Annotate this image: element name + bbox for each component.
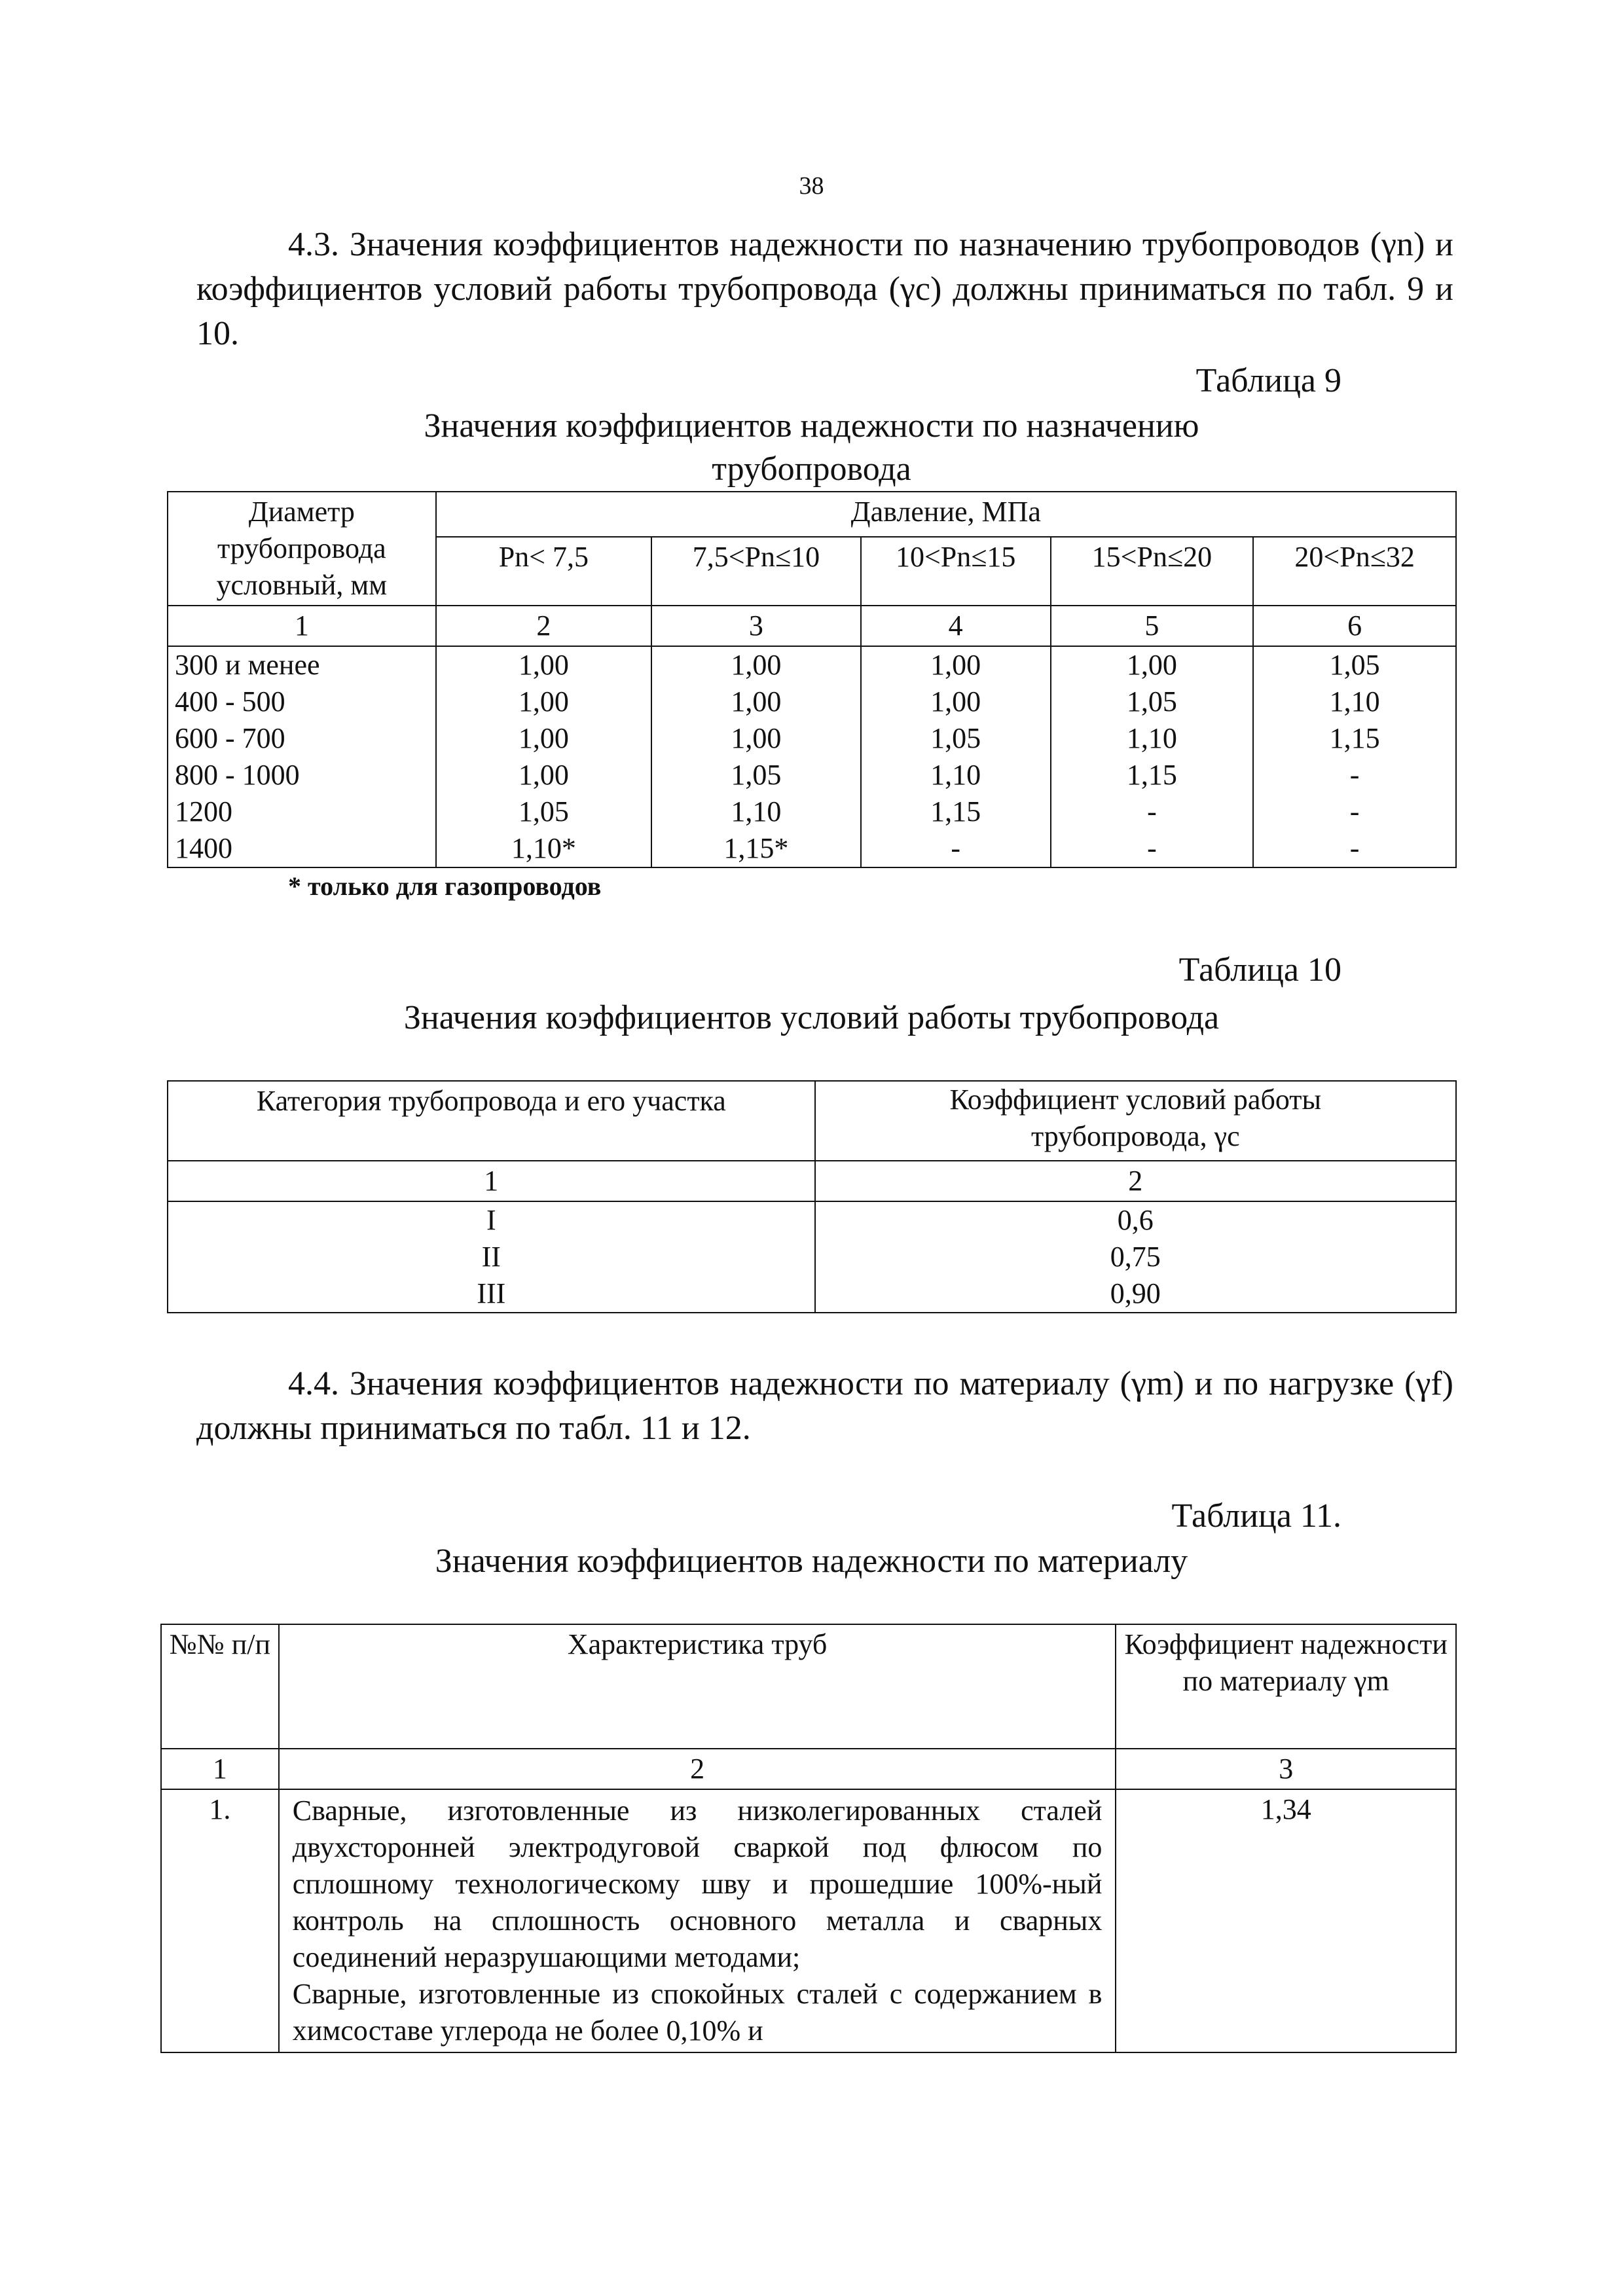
- table-row: [168, 1275, 1456, 1313]
- table9-col-number: 2: [436, 606, 651, 646]
- table-row: [168, 646, 1456, 683]
- table10-cell: I: [168, 1201, 815, 1239]
- table9-cell: 1,05: [1051, 683, 1254, 720]
- table9-cell: 400 - 500: [168, 683, 436, 720]
- table9-head-diameter: Диаметр трубопровода условный, мм: [168, 492, 436, 606]
- table11-row-text: [279, 1789, 1116, 2052]
- table10-caption: Значения коэффициентов условий работы трубопровода: [403, 999, 1220, 1036]
- table9-head-pressure: Давление, МПа: [436, 492, 1456, 537]
- table9-cell: 1,15: [861, 793, 1051, 830]
- table9-cell: 1,05: [651, 757, 861, 793]
- table11-col-number: 3: [1116, 1749, 1456, 1789]
- table9-pressure-col: 10<Pn≤15: [861, 537, 1051, 606]
- table9-cell: 1,10*: [436, 830, 651, 867]
- table9-cell: 1,00: [651, 720, 861, 757]
- table10-cell: II: [168, 1239, 815, 1275]
- table-row: [168, 1201, 1456, 1239]
- table11-row-num: 1.: [161, 1789, 279, 2052]
- table9-cell: 1,15: [1051, 757, 1254, 793]
- table10-col-number: 2: [815, 1161, 1456, 1201]
- table9-cell: 1,00: [436, 720, 651, 757]
- table9-col-number: 4: [861, 606, 1051, 646]
- table11-label: Таблица 11.: [1171, 1497, 1341, 1535]
- table9-cell: -: [861, 830, 1051, 867]
- table-row: [168, 1239, 1456, 1275]
- table11-row-text-b: Сварные, изготовленные из спокойных сталей с содержанием в химсоставе углерода не более 0,10% и: [292, 1978, 1103, 2047]
- table9-cell: 1,05: [1253, 646, 1456, 683]
- table9-cell: 1,05: [436, 793, 651, 830]
- table10-label: Таблица 10: [1178, 951, 1341, 989]
- table9-cell: 1,10: [651, 793, 861, 830]
- table-row: [168, 683, 1456, 720]
- table11-col-number: 2: [279, 1749, 1116, 1789]
- table-row: [168, 830, 1456, 867]
- table9-cell: 1,15*: [651, 830, 861, 867]
- page-number: 38: [799, 172, 824, 200]
- table10-head-category: Категория трубопровода и его участка: [168, 1081, 815, 1161]
- table9-cell: 1,00: [861, 646, 1051, 683]
- table9-cell: 1,00: [436, 683, 651, 720]
- table11-row-text-a: Сварные, изготовленные из низколегированных сталей двухсторонней электродуговой сваркой под флюсом по сплошному технологическому шву и прошедшие 100%-ный контроль на сплошность основного металла и сварных соединений неразрушающими методами;: [292, 1795, 1103, 1973]
- table9-cell: -: [1253, 793, 1456, 830]
- table-row: [168, 793, 1456, 830]
- table9-cell: 1,00: [651, 683, 861, 720]
- table10: [167, 1080, 1457, 1313]
- table9-cell: 1,10: [861, 757, 1051, 793]
- table9-caption: Значения коэффициентов надежности по назначению трубопровода: [424, 407, 1199, 488]
- table9-cell: 600 - 700: [168, 720, 436, 757]
- table9-pressure-col: 7,5<Pn≤10: [651, 537, 861, 606]
- table9-cell: 1400: [168, 830, 436, 867]
- table11: [160, 1624, 1457, 2053]
- table9-cell: 1,00: [436, 757, 651, 793]
- section-4-3-paragraph: 4.3. Значения коэффициентов надежности по назначению трубопроводов (γn) и коэффициентов условий работы трубопровода (γc) должны приниматься по табл. 9 и 10.: [196, 226, 1453, 352]
- table9-cell: -: [1253, 830, 1456, 867]
- table10-cell: 0,90: [815, 1275, 1456, 1313]
- table11-head-char: Характеристика труб: [279, 1624, 1116, 1749]
- table-row: [168, 720, 1456, 757]
- table9-cell: 1,00: [861, 683, 1051, 720]
- table11-caption: Значения коэффициентов надежности по материалу: [435, 1542, 1188, 1580]
- table10-col-number: 1: [168, 1161, 815, 1201]
- table11-head-num: №№ п/п: [161, 1624, 279, 1749]
- table10-cell: 0,6: [815, 1201, 1456, 1239]
- table9: [167, 491, 1457, 868]
- table10-head-coef: Коэффициент условий работы трубопровода, γc: [815, 1081, 1456, 1161]
- table-row: [168, 757, 1456, 793]
- table9-cell: 1200: [168, 793, 436, 830]
- table9-pressure-col: 15<Pn≤20: [1051, 537, 1254, 606]
- table9-cell: 1,10: [1051, 720, 1254, 757]
- table-row: [161, 1789, 1456, 2052]
- table9-cell: 1,00: [1051, 646, 1254, 683]
- table9-cell: 300 и менее: [168, 646, 436, 683]
- table9-cell: -: [1253, 757, 1456, 793]
- table10-cell: III: [168, 1275, 815, 1313]
- table9-cell: 800 - 1000: [168, 757, 436, 793]
- table11-col-number: 1: [161, 1749, 279, 1789]
- table9-cell: 1,05: [861, 720, 1051, 757]
- table9-col-number: 5: [1051, 606, 1254, 646]
- table9-cell: -: [1051, 830, 1254, 867]
- table10-cell: 0,75: [815, 1239, 1456, 1275]
- table9-col-number: 1: [168, 606, 436, 646]
- table9-pressure-col: 20<Pn≤32: [1253, 537, 1456, 606]
- table9-cell: 1,15: [1253, 720, 1456, 757]
- table9-col-number: 6: [1253, 606, 1456, 646]
- table9-label: Таблица 9: [1195, 362, 1341, 399]
- table11-head-coef: Коэффициент надежности по материалу γm: [1116, 1624, 1456, 1749]
- section-4-4-paragraph: 4.4. Значения коэффициентов надежности по материалу (γm) и по нагрузке (γf) должны приниматься по табл. 11 и 12.: [196, 1365, 1453, 1447]
- table9-col-number: 3: [651, 606, 861, 646]
- table9-note: * только для газопроводов: [288, 871, 602, 901]
- table9-cell: -: [1051, 793, 1254, 830]
- table9-pressure-col: Pn< 7,5: [436, 537, 651, 606]
- table9-cell: 1,00: [651, 646, 861, 683]
- table9-cell: 1,00: [436, 646, 651, 683]
- table9-cell: 1,10: [1253, 683, 1456, 720]
- table11-row-value: 1,34: [1116, 1789, 1456, 2052]
